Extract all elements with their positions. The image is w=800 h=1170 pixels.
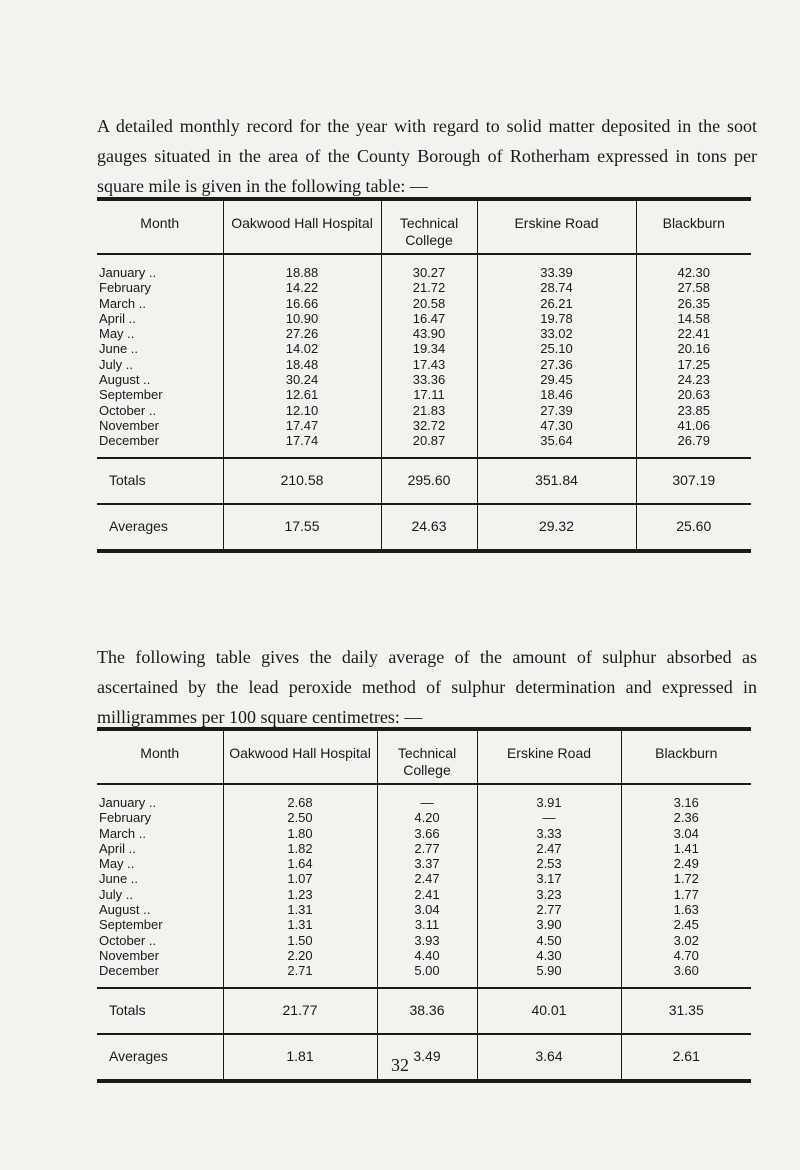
table-cell: 35.64: [477, 433, 636, 457]
table-row: [97, 810, 751, 825]
table-cell: 1.77: [673, 886, 699, 902]
table-cell: 38.36: [377, 988, 477, 1034]
table-row: [97, 254, 751, 280]
table-cell: 1.50: [223, 933, 377, 948]
month-cell: April ..: [97, 841, 223, 856]
table-cell: 3.49: [377, 1034, 477, 1081]
table-row: [97, 296, 751, 311]
month-cell: November: [97, 948, 223, 963]
table-cell: 16.47: [381, 311, 477, 326]
table-cell: 1.07: [223, 871, 377, 886]
table-cell: 3.60: [673, 963, 699, 979]
table-row: [97, 963, 751, 987]
month-cell: March ..: [97, 296, 223, 311]
month-cell: December: [97, 963, 223, 987]
table-row: [97, 841, 751, 856]
table-cell: 3.23: [477, 887, 621, 902]
table-cell: 27.36: [477, 357, 636, 372]
table-cell: 2.49: [673, 856, 699, 872]
table-cell: 12.61: [223, 387, 381, 402]
table-cell: 4.40: [377, 948, 477, 963]
table-header-row: [97, 729, 751, 784]
table-row: [97, 856, 751, 871]
table-cell: 29.45: [477, 372, 636, 387]
table-cell: 3.37: [377, 856, 477, 871]
table-row: [97, 871, 751, 886]
table-cell: 1.31: [223, 902, 377, 917]
table-cell: 33.39: [477, 254, 636, 280]
table-row: [97, 933, 751, 948]
table-row: [97, 887, 751, 902]
table-cell: 20.63: [677, 387, 711, 403]
table-cell: 25.60: [636, 504, 751, 551]
table-cell: 19.34: [381, 341, 477, 356]
table-row: [97, 826, 751, 841]
table-cell: 14.22: [223, 280, 381, 295]
table-cell: 26.79: [677, 433, 711, 449]
month-cell: August ..: [97, 902, 223, 917]
table-cell: 47.30: [477, 418, 636, 433]
table-cell: 1.72: [673, 871, 699, 887]
table-cell: 25.10: [477, 341, 636, 356]
month-cell: April ..: [97, 311, 223, 326]
table-cell: 17.74: [223, 433, 381, 457]
table-row: [97, 917, 751, 932]
table-cell: 351.84: [477, 458, 636, 504]
table-cell: 2.45: [673, 917, 699, 933]
table-cell: 21.72: [381, 280, 477, 295]
table-cell: 16.66: [223, 296, 381, 311]
table-cell: 3.04: [673, 825, 699, 841]
table-cell: 1.63: [673, 902, 699, 918]
table-cell: 33.36: [381, 372, 477, 387]
table-row: [97, 418, 751, 433]
table-cell: 4.20: [377, 810, 477, 825]
table-cell: 32.72: [381, 418, 477, 433]
table-cell: 17.47: [223, 418, 381, 433]
table-row: [97, 784, 751, 810]
intro-paragraph-2: The following table gives the daily average of the amount of sulphur absorbed as ascertained by the lead peroxide method of sulphur determination and expressed in milligrammes per 100 square centimetres: —: [97, 647, 757, 727]
table-cell: 3.04: [377, 902, 477, 917]
table-cell: 3.91: [477, 784, 621, 810]
table-cell: 30.24: [223, 372, 381, 387]
table-cell: 1.81: [223, 1034, 377, 1081]
table-cell: 2.77: [477, 902, 621, 917]
table-cell: 1.64: [223, 856, 377, 871]
month-cell: August ..: [97, 372, 223, 387]
table-cell: 1.82: [223, 841, 377, 856]
table-cell: —: [477, 810, 621, 825]
table-header-row: [97, 199, 751, 254]
table-cell: 2.36: [673, 810, 699, 826]
month-cell: January ..: [97, 254, 223, 280]
table-cell: 2.61: [621, 1034, 751, 1081]
table-cell: 40.01: [477, 988, 621, 1034]
table-cell: 12.10: [223, 403, 381, 418]
table-cell: 26.21: [477, 296, 636, 311]
table-cell: 1.41: [673, 840, 699, 856]
table-cell: 1.31: [223, 917, 377, 932]
totals-label: Totals: [97, 458, 223, 504]
table-cell: —: [377, 784, 477, 810]
table-cell: 17.55: [223, 504, 381, 551]
month-rows: [97, 784, 751, 988]
table-cell: 4.70: [673, 947, 699, 963]
averages-row: [97, 504, 751, 551]
table-cell: 33.02: [477, 326, 636, 341]
month-cell: June ..: [97, 341, 223, 356]
table-cell: 2.53: [477, 856, 621, 871]
column-header: Technical College: [377, 729, 477, 784]
table-row: [97, 341, 751, 356]
averages-label: Averages: [97, 504, 223, 551]
table-cell: 295.60: [381, 458, 477, 504]
table-cell: 3.93: [377, 933, 477, 948]
averages-label: Averages: [97, 1034, 223, 1081]
table-cell: 2.77: [377, 841, 477, 856]
table-cell: 22.41: [677, 326, 711, 342]
table-cell: 41.06: [677, 417, 711, 433]
table-cell: 20.58: [381, 296, 477, 311]
table-cell: 10.90: [223, 311, 381, 326]
table-cell: 2.68: [223, 784, 377, 810]
table-cell: 17.11: [381, 387, 477, 402]
column-header: Month: [97, 729, 223, 784]
table-row: [97, 948, 751, 963]
table-cell: 24.63: [381, 504, 477, 551]
table-cell: 42.30: [677, 265, 711, 280]
table-cell: 26.35: [677, 295, 711, 311]
table-cell: 20.87: [381, 433, 477, 457]
table-cell: 28.74: [477, 280, 636, 295]
table-row: [97, 357, 751, 372]
table-cell: 14.58: [677, 310, 711, 326]
table-cell: 43.90: [381, 326, 477, 341]
table-cell: 21.77: [223, 988, 377, 1034]
month-cell: May ..: [97, 326, 223, 341]
month-cell: October ..: [97, 933, 223, 948]
column-header: Erskine Road: [477, 729, 621, 784]
table-cell: 2.47: [477, 841, 621, 856]
table-cell: 29.32: [477, 504, 636, 551]
table-row: [97, 433, 751, 457]
table-row: [97, 902, 751, 917]
month-cell: November: [97, 418, 223, 433]
month-cell: February: [97, 280, 223, 295]
table-cell: 307.19: [636, 458, 751, 504]
table-row: [97, 311, 751, 326]
month-cell: July ..: [97, 357, 223, 372]
month-rows: [97, 254, 751, 458]
month-cell: January ..: [97, 784, 223, 810]
month-cell: September: [97, 387, 223, 402]
table-row: [97, 387, 751, 402]
table-cell: 14.02: [223, 341, 381, 356]
column-header: Oakwood Hall Hospital: [223, 199, 381, 254]
table-cell: 27.58: [677, 280, 711, 296]
month-cell: June ..: [97, 871, 223, 886]
month-cell: March ..: [97, 826, 223, 841]
table-cell: 3.90: [477, 917, 621, 932]
column-header: Oakwood Hall Hospital: [223, 729, 377, 784]
table-row: [97, 280, 751, 295]
table-cell: 24.23: [677, 372, 711, 388]
table-cell: 1.23: [223, 887, 377, 902]
table-cell: 2.71: [223, 963, 377, 987]
table-cell: 5.00: [377, 963, 477, 987]
table-cell: 27.26: [223, 326, 381, 341]
month-cell: July ..: [97, 887, 223, 902]
totals-row: [97, 988, 751, 1034]
table-cell: 3.66: [377, 826, 477, 841]
table-cell: 3.11: [377, 917, 477, 932]
table-cell: 17.43: [381, 357, 477, 372]
table-cell: 21.83: [381, 403, 477, 418]
table-cell: 3.16: [673, 795, 699, 810]
table-cell: 3.17: [477, 871, 621, 886]
table-cell: 17.25: [677, 356, 711, 372]
table-cell: 31.35: [621, 988, 751, 1034]
table-cell: 210.58: [223, 458, 381, 504]
table-cell: 18.88: [223, 254, 381, 280]
table-cell: 5.90: [477, 963, 621, 987]
table-cell: 30.27: [381, 254, 477, 280]
column-header: Month: [97, 199, 223, 254]
table-cell: 27.39: [477, 403, 636, 418]
soot-deposit-table: [97, 197, 751, 553]
page-number: 32: [391, 1055, 409, 1075]
totals-label: Totals: [97, 988, 223, 1034]
table-cell: 2.47: [377, 871, 477, 886]
table-cell: 19.78: [477, 311, 636, 326]
column-header: Technical College: [381, 199, 477, 254]
table-cell: 23.85: [677, 402, 711, 418]
table-cell: 2.50: [223, 810, 377, 825]
month-cell: May ..: [97, 856, 223, 871]
sulphur-absorption-table: [97, 727, 751, 1083]
table-row: [97, 326, 751, 341]
table-cell: 1.80: [223, 826, 377, 841]
column-header: Blackburn: [621, 729, 751, 784]
table-row: [97, 403, 751, 418]
table-cell: 3.33: [477, 826, 621, 841]
intro-paragraph-1: A detailed monthly record for the year with regard to solid matter deposited in the soot gauges situated in the area of the County Borough of Rotherham expressed in tons per square mile is given in the following table: —: [97, 116, 757, 196]
table-cell: 18.46: [477, 387, 636, 402]
table-cell: 3.02: [673, 932, 699, 948]
column-header: Blackburn: [636, 199, 751, 254]
table-cell: 2.20: [223, 948, 377, 963]
table-cell: 18.48: [223, 357, 381, 372]
month-cell: October ..: [97, 403, 223, 418]
table-row: [97, 372, 751, 387]
table-cell: 3.64: [477, 1034, 621, 1081]
totals-row: [97, 458, 751, 504]
table-cell: 20.16: [677, 341, 711, 357]
table-cell: 4.50: [477, 933, 621, 948]
table-cell: 4.30: [477, 948, 621, 963]
month-cell: December: [97, 433, 223, 457]
month-cell: September: [97, 917, 223, 932]
column-header: Erskine Road: [477, 199, 636, 254]
table-cell: 2.41: [377, 887, 477, 902]
month-cell: February: [97, 810, 223, 825]
